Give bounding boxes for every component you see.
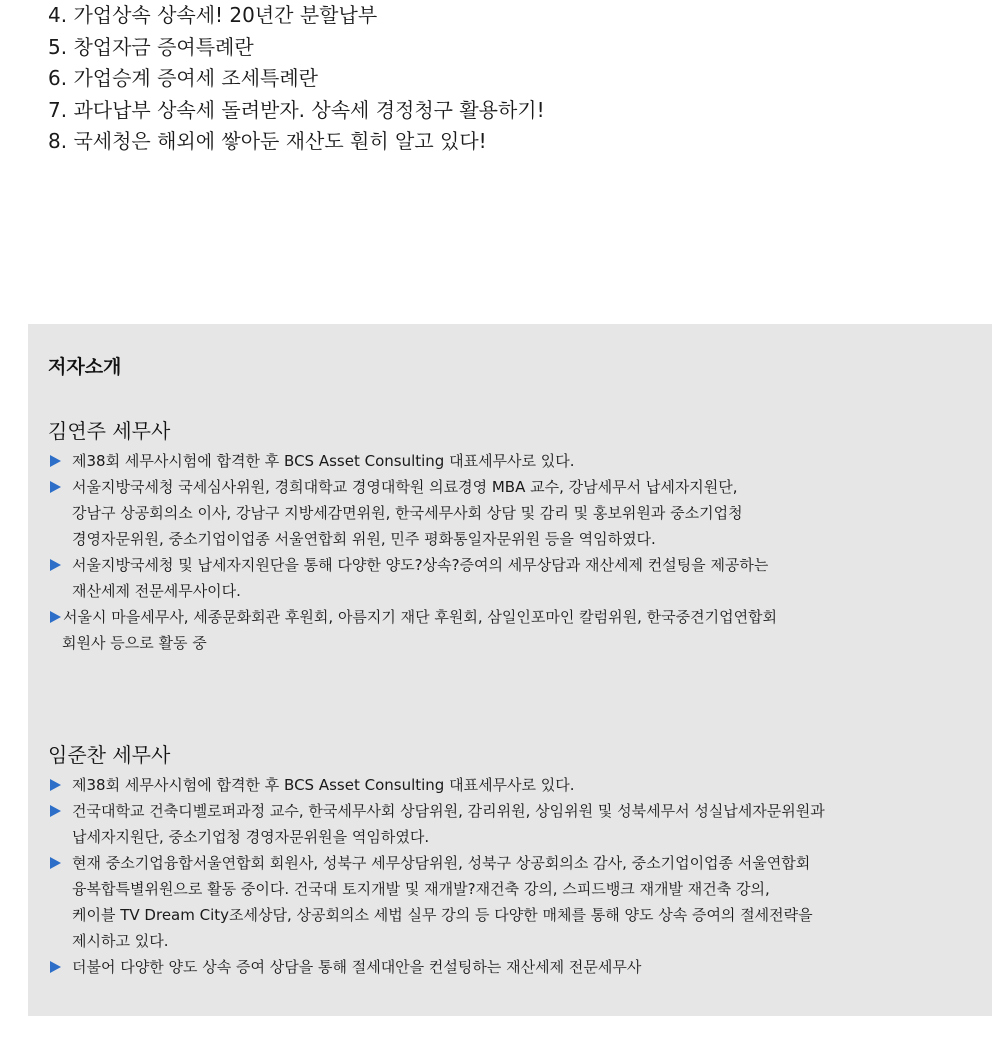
author-bullets [48, 448, 978, 656]
list-item [48, 474, 978, 552]
list-item [48, 772, 978, 798]
list-item [48, 954, 978, 980]
bullet-text: 강남구 상공회의소 이사, 강남구 지방세감면위원, 한국세무사회 상담 및 감리 및 홍보위원과 중소기업청 [72, 504, 743, 522]
triangle-right-icon [50, 857, 61, 869]
toc-item: 7. 과다납부 상속세 돌려받자. 상속세 경정청구 활용하기! [48, 97, 545, 122]
list-item [48, 448, 978, 474]
list-item [48, 798, 978, 850]
triangle-right-icon [50, 961, 61, 973]
author-profile-kim [48, 418, 978, 656]
toc-item: 8. 국세청은 해외에 쌓아둔 재산도 훤히 알고 있다! [48, 129, 487, 153]
bullet-text: 납세자지원단, 중소기업청 경영자문위원을 역임하였다. [72, 828, 430, 846]
bullet-text: 재산세제 전문세무사이다. [72, 582, 241, 600]
triangle-right-icon [50, 779, 61, 791]
bullet-text: 케이블 TV Dream City조세상담, 상공회의소 세법 실무 강의 등 다양한 매체를 통해 양도 상속 증여의 절세전략을 [72, 906, 813, 924]
bullet-text: 제38회 세무사시험에 합격한 후 BCS Asset Consulting 대표세무사로 있다. [72, 452, 575, 470]
triangle-right-icon [50, 559, 61, 571]
bullet-text: 서울시 마을세무사, 세종문화회관 후원회, 아름지기 재단 후원회, 삼일인포마인 칼럼위원, 한국중견기업연합회 [63, 608, 778, 626]
bullet-text: 경영자문위원, 중소기업이업종 서울연합회 위원, 민주 평화통일자문위원 등을 역임하였다. [72, 530, 656, 548]
table-of-contents [48, 0, 948, 158]
toc-item: 4. 가업상속 상속세! 20년간 분할납부 [48, 3, 378, 27]
section-title: 저자소개 [48, 356, 122, 378]
author-name: 임준찬 세무사 [48, 743, 171, 767]
list-item [48, 850, 978, 954]
bullet-text: 융복합특별위원으로 활동 중이다. 건국대 토지개발 및 재개발?재건축 강의, 스피드뱅크 재개발 재건축 강의, [72, 880, 770, 898]
toc-item: 5. 창업자금 증여특례란 [48, 34, 254, 59]
author-bullets [48, 772, 978, 980]
triangle-right-icon [50, 455, 61, 467]
bullet-text: 서울지방국세청 국세심사위원, 경희대학교 경영대학원 의료경영 MBA 교수, 강남세무서 납세자지원단, [72, 478, 738, 496]
bullet-text: 제시하고 있다. [72, 932, 169, 950]
triangle-right-icon [50, 805, 61, 817]
bullet-text: 서울지방국세청 및 납세자지원단을 통해 다양한 양도?상속?증여의 세무상담과 재산세제 컨설팅을 제공하는 [72, 556, 769, 574]
author-name: 김연주 세무사 [48, 419, 171, 443]
bullet-text: 건국대학교 건축디벨로퍼과정 교수, 한국세무사회 상담위원, 감리위원, 상임위원 및 성북세무서 성실납세자문위원과 [72, 802, 825, 820]
bullet-text: 회원사 등으로 활동 중 [62, 634, 207, 652]
bullet-text: 더불어 다양한 양도 상속 증여 상담을 통해 절세대안을 컨설팅하는 재산세제 전문세무사 [72, 958, 642, 976]
triangle-right-icon [50, 611, 61, 623]
list-item [48, 552, 978, 604]
bullet-text: 제38회 세무사시험에 합격한 후 BCS Asset Consulting 대표세무사로 있다. [72, 776, 575, 794]
triangle-right-icon [50, 481, 61, 493]
author-profile-lim [48, 742, 978, 980]
toc-item: 6. 가업승계 증여세 조세특례란 [48, 66, 318, 90]
author-introduction-box [28, 324, 992, 1016]
bullet-text: 현재 중소기업융합서울연합회 회원사, 성북구 세무상담위원, 성북구 상공회의소 감사, 중소기업이업종 서울연합회 [72, 854, 811, 872]
list-item [48, 604, 978, 656]
